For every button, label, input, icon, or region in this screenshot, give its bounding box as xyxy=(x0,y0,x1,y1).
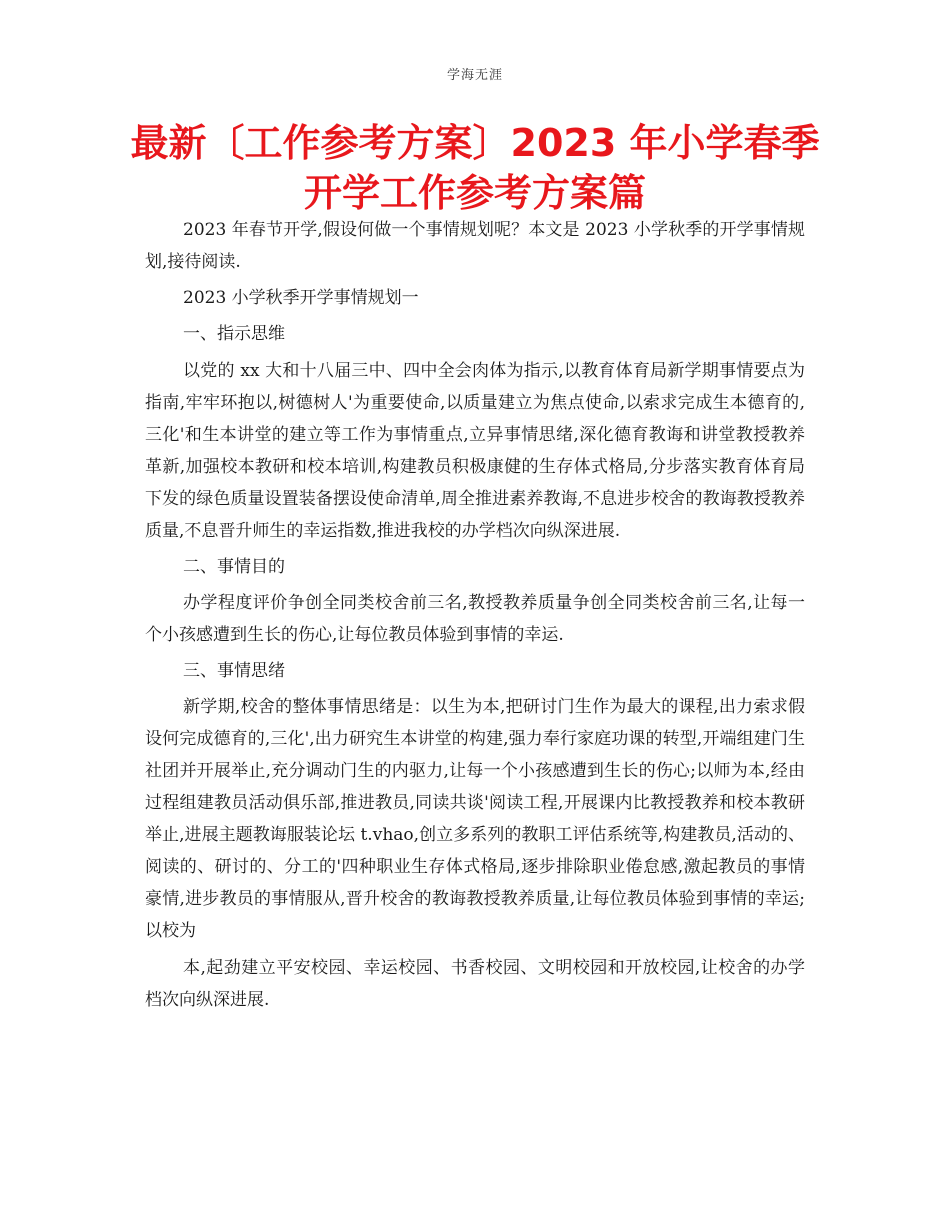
paragraph-school-based: 本,起劲建立平安校园、幸运校园、书香校园、文明校园和开放校园,让校舍的办学档次向纵深进展. xyxy=(145,957,805,1010)
section-plan-heading: 2023 小学秋季开学事情规划一 xyxy=(183,288,419,309)
paragraph-guiding-thought: 以党的 xx 大和十八届三中、四中全会肉体为指示,以教育体育局新学期事情要点为指南,牢牢环抱以,树德树人'为重要使命,以质量建立为焦点使命,以索求完成生本德育的,三化'和生本讲堂的建立等工作为事情重点,立异事情思绪,深化德育教诲和讲堂教授教养革新,加强校本教研和校本培训,构建教员积极康健的生存体式格局,分步落实教育体育局下发的绿色质量设置装备摆设使命清单,周全推进素养教诲,不息进步校舍的教诲教授教养质量,不息晋升师生的幸运指数,推进我校的办学档次向纵深进展. xyxy=(145,360,805,541)
section-heading-3: 三、事情思绪 xyxy=(183,661,285,682)
section-heading-1: 一、指示思维 xyxy=(183,324,285,345)
header-note: 学海无涯 xyxy=(446,68,503,83)
title-line-1: 最新〔工作参考方案〕2023 年小学春季 xyxy=(130,121,820,165)
paragraph-intro: 2023 年春节开学,假设何做一个事情规划呢？本文是 2023 小学秋季的开学事情规划,接待阅读. xyxy=(145,220,805,272)
paragraph-work-approach: 新学期,校舍的整体事情思绪是：以生为本,把研讨门生作为最大的课程,出力索求假设何完成德育的,三化',出力研究生本讲堂的构建,强力奉行家庭功课的转型,开端组建门生社团并开展举止,充分调动门生的内驱力,让每一个小孩感遭到生长的伤心;以师为本,经由过程组建教员活动俱乐部,推进教员,同读共谈'阅读工程,开展课内比教授教养和校本教研举止,进展主题教诲服装论坛 t.vhao,创立多系列的教职工评估系统等,构建教员,活动的、阅读的、研讨的、分工的'四种职业生存体式格局,逐步排除职业倦怠感,激起教员的事情豪情,进步教员的事情服从,晋升校舍的教诲教授教养质量,让每位教员体验到事情的幸运;以校为 xyxy=(145,697,805,942)
paragraph-goals: 办学程度评价争创全同类校舍前三名,教授教养质量争创全同类校舍前三名,让每一个小孩感遭到生长的伤心,让每位教员体验到事情的幸运. xyxy=(145,592,805,645)
section-heading-2: 二、事情目的 xyxy=(183,556,285,577)
document-title xyxy=(60,118,890,218)
document-body xyxy=(145,214,805,1020)
title-line-2: 开学工作参考方案篇 xyxy=(303,171,646,215)
